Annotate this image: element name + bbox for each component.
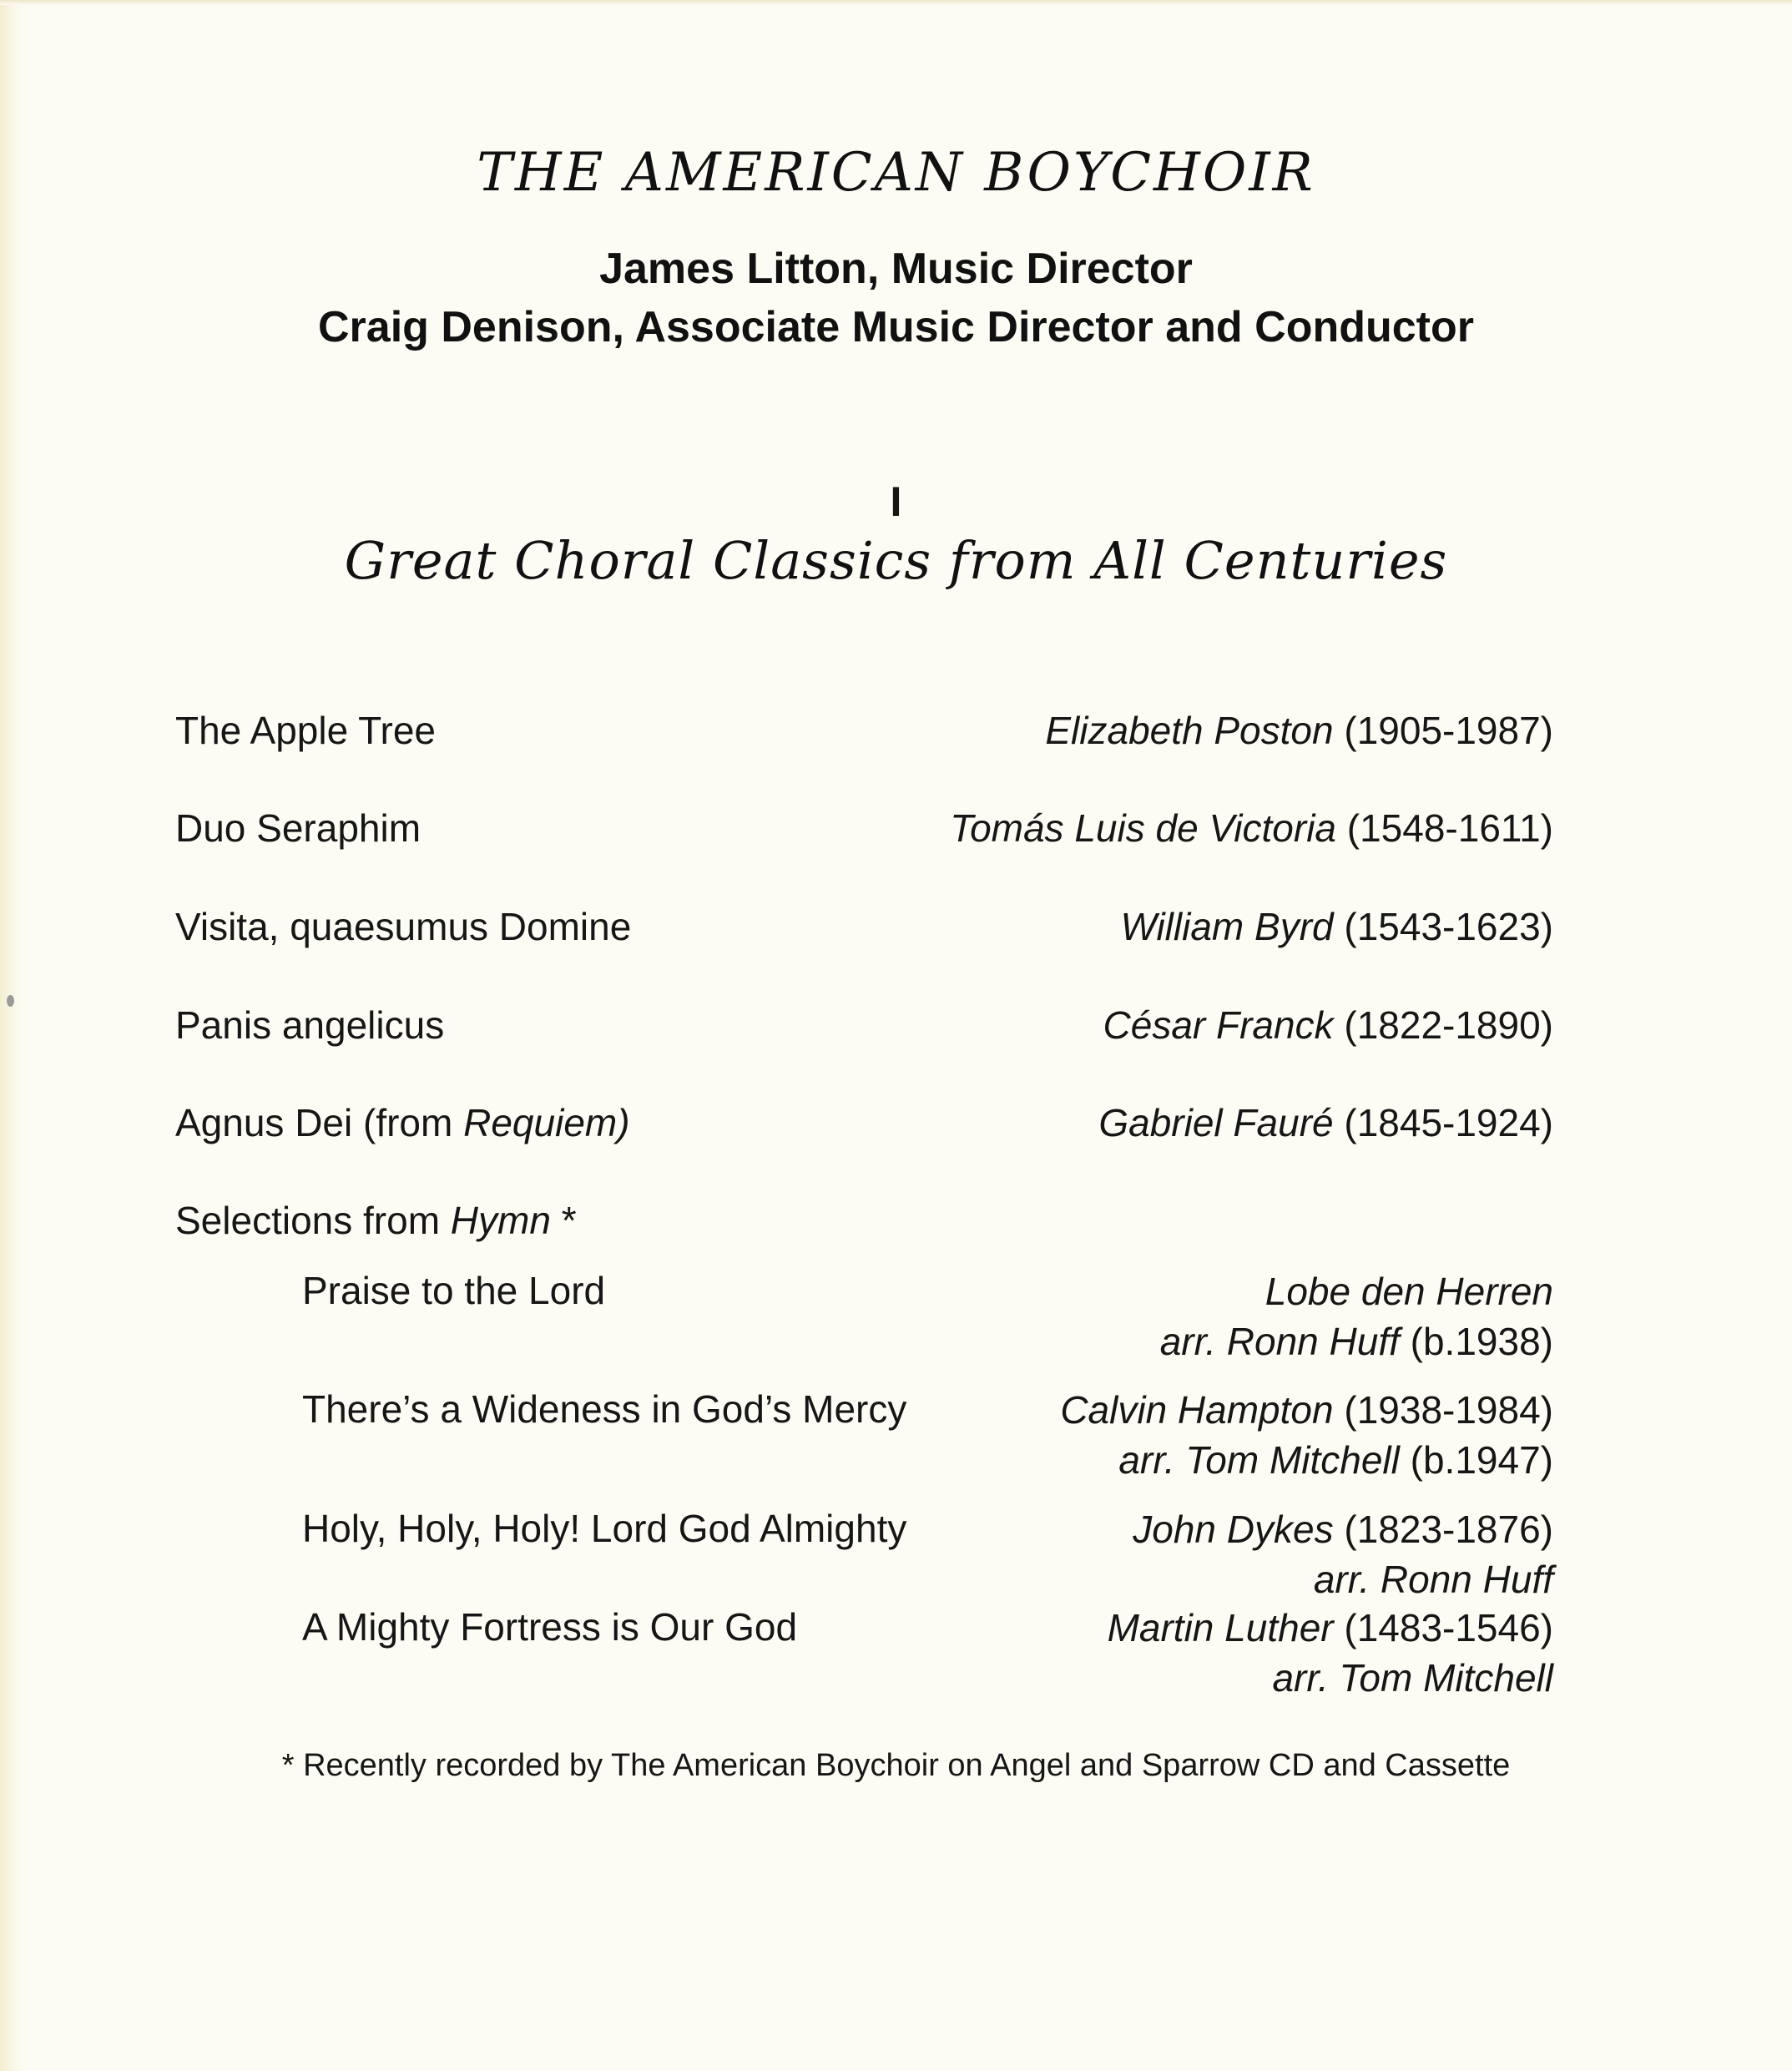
composer-name: César Franck: [1103, 1003, 1334, 1047]
piece-composer: [1103, 1001, 1553, 1049]
piece-composer: [950, 804, 1553, 852]
tune-name: Lobe den Herren: [1264, 1270, 1553, 1313]
paper-speck: [7, 995, 14, 1007]
arranger-name: arr. Ronn Huff: [1159, 1320, 1400, 1363]
hymn-title: Holy, Holy, Holy! Lord God Almighty: [302, 1507, 907, 1550]
piece-title: Visita, quaesumus Domine: [175, 905, 632, 948]
piece-composer: [1045, 706, 1553, 755]
piece-title: The Apple Tree: [175, 709, 436, 752]
piece-title: [175, 1099, 630, 1147]
heading-prefix: Selections from: [175, 1199, 441, 1242]
arranger-dates: (b.1938): [1410, 1320, 1553, 1363]
composer-dates: (1548-1611): [1346, 806, 1553, 850]
hymn-arranger: [1118, 1436, 1553, 1484]
hymn-composer: [1133, 1505, 1553, 1553]
piece-title: Duo Seraphim: [175, 806, 421, 850]
piece-composer: [1098, 1099, 1553, 1147]
section-title: Great Choral Classics from All Centuries: [344, 530, 1448, 591]
section-numeral: I: [890, 478, 902, 525]
composer-name: John Dykes: [1133, 1508, 1334, 1551]
hymn-title: There’s a Wideness in God’s Mercy: [302, 1387, 907, 1431]
composer-name: Calvin Hampton: [1060, 1388, 1334, 1432]
composer-dates: (1822-1890): [1344, 1003, 1553, 1047]
composer-dates: (1938-1984): [1344, 1388, 1553, 1432]
hymn-title: A Mighty Fortress is Our God: [302, 1605, 798, 1649]
composer-name: William Byrd: [1120, 905, 1334, 948]
composer-dates: (1845-1924): [1344, 1101, 1553, 1144]
hymn-arranger: [1272, 1654, 1553, 1702]
hymn-arranger: [1314, 1555, 1553, 1604]
composer-dates: (1823-1876): [1344, 1508, 1553, 1551]
paper-edge-top: [0, 0, 1792, 5]
composer-name: Elizabeth Poston: [1045, 709, 1334, 752]
composer-dates: (1543-1623): [1344, 905, 1553, 948]
hymn-composer: [1108, 1604, 1553, 1652]
hymn-tune: [1265, 1267, 1553, 1316]
music-director: James Litton, Music Director: [599, 245, 1193, 293]
arranger-name: arr. Tom Mitchell: [1272, 1656, 1553, 1700]
composer-name: Gabriel Fauré: [1098, 1101, 1334, 1144]
arranger-dates: (b.1947): [1410, 1438, 1553, 1482]
hymn-title: Praise to the Lord: [302, 1269, 606, 1312]
piece-title-italic: Requiem): [463, 1101, 630, 1144]
arranger-name: arr. Tom Mitchell: [1118, 1438, 1400, 1482]
arranger-name: arr. Ronn Huff: [1313, 1558, 1553, 1601]
composer-name: Martin Luther: [1107, 1606, 1334, 1649]
hymn-selections-heading: [175, 1196, 577, 1245]
composer-dates: (1905-1987): [1344, 709, 1553, 752]
hymn-arranger: [1160, 1317, 1553, 1366]
piece-composer: [1120, 902, 1553, 951]
hymn-composer: [1060, 1386, 1553, 1434]
footnote: * Recently recorded by The American Boychoir on Angel and Sparrow CD and Cassette: [281, 1748, 1511, 1783]
composer-name: Tomás Luis de Victoria: [950, 806, 1336, 850]
associate-music-director: Craig Denison, Associate Music Director and Conductor: [318, 303, 1474, 351]
heading-italic: Hymn: [450, 1199, 551, 1242]
piece-title: Panis angelicus: [175, 1003, 445, 1047]
footnote-mark: *: [561, 1199, 577, 1242]
composer-dates: (1483-1546): [1344, 1606, 1553, 1649]
piece-title-prefix: Agnus Dei (from: [175, 1101, 453, 1144]
page-title: THE AMERICAN BOYCHOIR: [477, 142, 1315, 204]
